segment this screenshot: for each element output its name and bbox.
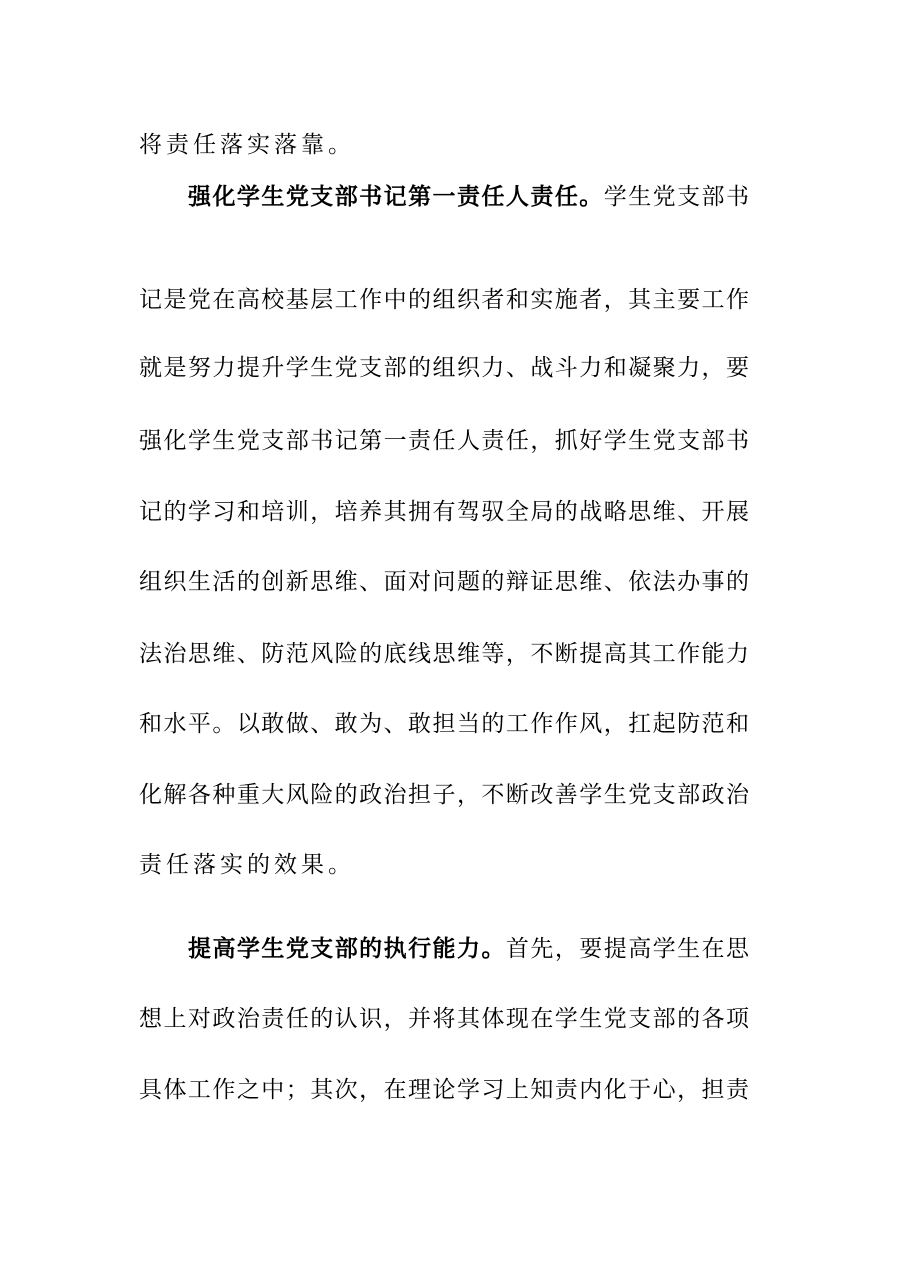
paragraph-2-line-3 [139, 1073, 749, 1107]
text: 责任落实的效果。 [139, 852, 355, 878]
text: 首先，要提高学生在思 [505, 936, 750, 962]
paragraph-1-line-3 [139, 351, 749, 385]
text: 强化学生党支部书记第一责任人责任，抓好学生党支部书 [139, 428, 749, 454]
paragraph-1-line-10 [139, 848, 749, 882]
paragraph-2-heading: 提高学生党支部的执行能力。 [188, 935, 506, 962]
text: 学生党支部书 [603, 184, 750, 210]
paragraph-1-line-4 [139, 424, 749, 458]
text: 组织生活的创新思维、面对问题的辩证思维、依法办事的 [139, 569, 749, 595]
paragraph-1-line-8 [139, 707, 749, 741]
text: 法治思维、防范风险的底线思维等，不断提高其工作能力 [139, 641, 749, 667]
paragraph-2-line-1 [188, 932, 749, 966]
text: 想上对政治责任的认识，并将其体现在学生党支部的各项 [139, 1006, 749, 1032]
text: 将责任落实落靠。 [139, 132, 355, 158]
paragraph-1-line-6 [139, 565, 749, 599]
text: 具体工作之中；其次，在理论学习上知责内化于心，担责 [139, 1077, 749, 1103]
paragraph-1-heading: 强化学生党支部书记第一责任人责任。 [188, 183, 604, 210]
text: 化解各种重大风险的政治担子，不断改善学生党支部政治 [139, 782, 749, 808]
text: 记是党在高校基层工作中的组织者和实施者，其主要工作 [139, 287, 749, 313]
text: 就是努力提升学生党支部的组织力、战斗力和凝聚力，要 [139, 355, 749, 381]
text: 和水平。以敢做、敢为、敢担当的工作作风，扛起防范和 [139, 711, 749, 737]
paragraph-1-line-5 [139, 495, 749, 529]
paragraph-1-line-7 [139, 637, 749, 671]
text: 记的学习和培训，培养其拥有驾驭全局的战略思维、开展 [139, 499, 749, 525]
paragraph-1-line-9 [139, 778, 749, 812]
paragraph-1-line-2 [139, 283, 749, 317]
paragraph-1-line-1 [188, 180, 749, 214]
paragraph-0-line-1 [139, 128, 749, 162]
paragraph-2-line-2 [139, 1002, 749, 1036]
